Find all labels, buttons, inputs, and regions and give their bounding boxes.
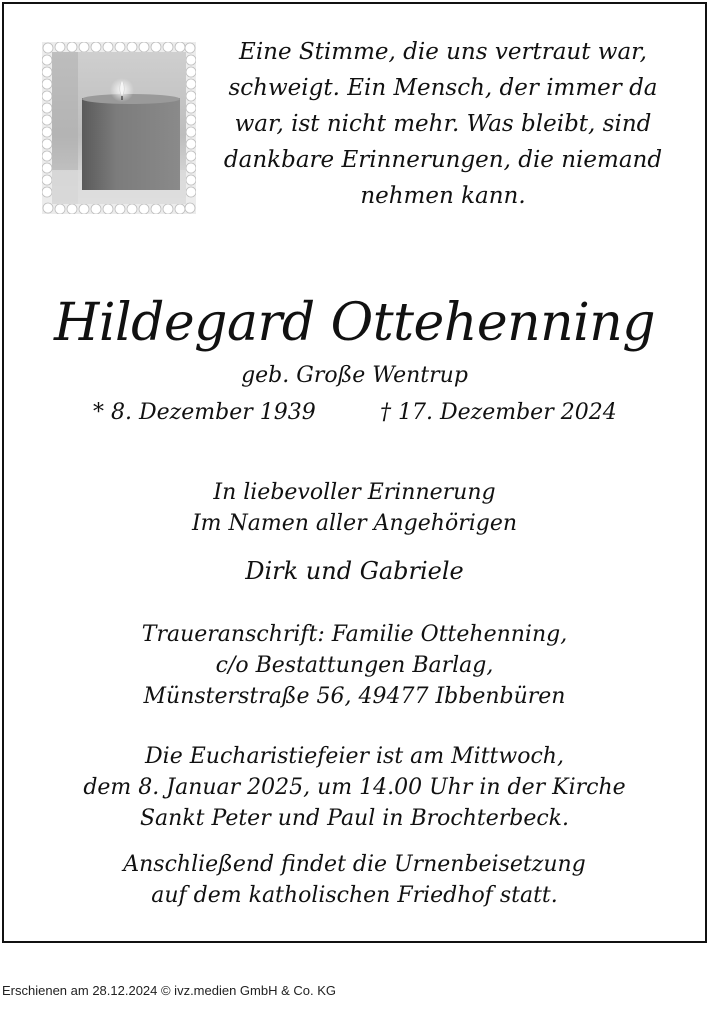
poem-line: Eine Stimme, die uns vertraut war, [239, 39, 647, 65]
address-line: c/o Bestattungen Barlag, [215, 653, 494, 678]
mass-line: dem 8. Januar 2025, um 14.00 Uhr in der Kirche [83, 775, 626, 800]
memorial-poem [210, 34, 676, 214]
burial-line: auf dem katholischen Friedhof statt. [151, 883, 558, 908]
burial-line: Anschließend findet die Urnenbeisetzung [123, 852, 586, 877]
candle-photo [42, 42, 196, 214]
mourning-address [0, 619, 709, 712]
poem-line: nehmen kann. [360, 183, 526, 209]
burial-announcement [0, 849, 709, 911]
candle-icon [42, 42, 196, 214]
address-line: Traueranschrift: Familie Ottehenning, [141, 622, 568, 647]
poem-line: dankbare Erinnerungen, die niemand [223, 147, 663, 173]
memory-text [0, 477, 709, 539]
mass-line: Die Eucharistiefeier ist am Mittwoch, [145, 744, 564, 769]
address-line: Münsterstraße 56, 49477 Ibbenbüren [143, 684, 566, 709]
deceased-name: Hildegard Ottehenning [54, 293, 655, 353]
life-dates [0, 396, 709, 430]
death-date: † 17. Dezember 2024 [380, 400, 617, 425]
memory-line: Im Namen aller Angehörigen [191, 511, 518, 536]
mass-announcement [0, 741, 709, 834]
family-names: Dirk und Gabriele [245, 557, 464, 585]
poem-line: schweigt. Ein Mensch, der immer da [228, 75, 658, 101]
memory-line: In liebevoller Erinnerung [213, 480, 496, 505]
maiden-name: geb. Große Wentrup [241, 363, 468, 388]
publication-footer: Erschienen am 28.12.2024 © ivz.medien GmbH & Co. KG [2, 983, 337, 998]
birth-date: * 8. Dezember 1939 [93, 400, 316, 425]
mass-line: Sankt Peter und Paul in Brochterbeck. [139, 806, 569, 831]
poem-line: war, ist nicht mehr. Was bleibt, sind [234, 111, 652, 137]
